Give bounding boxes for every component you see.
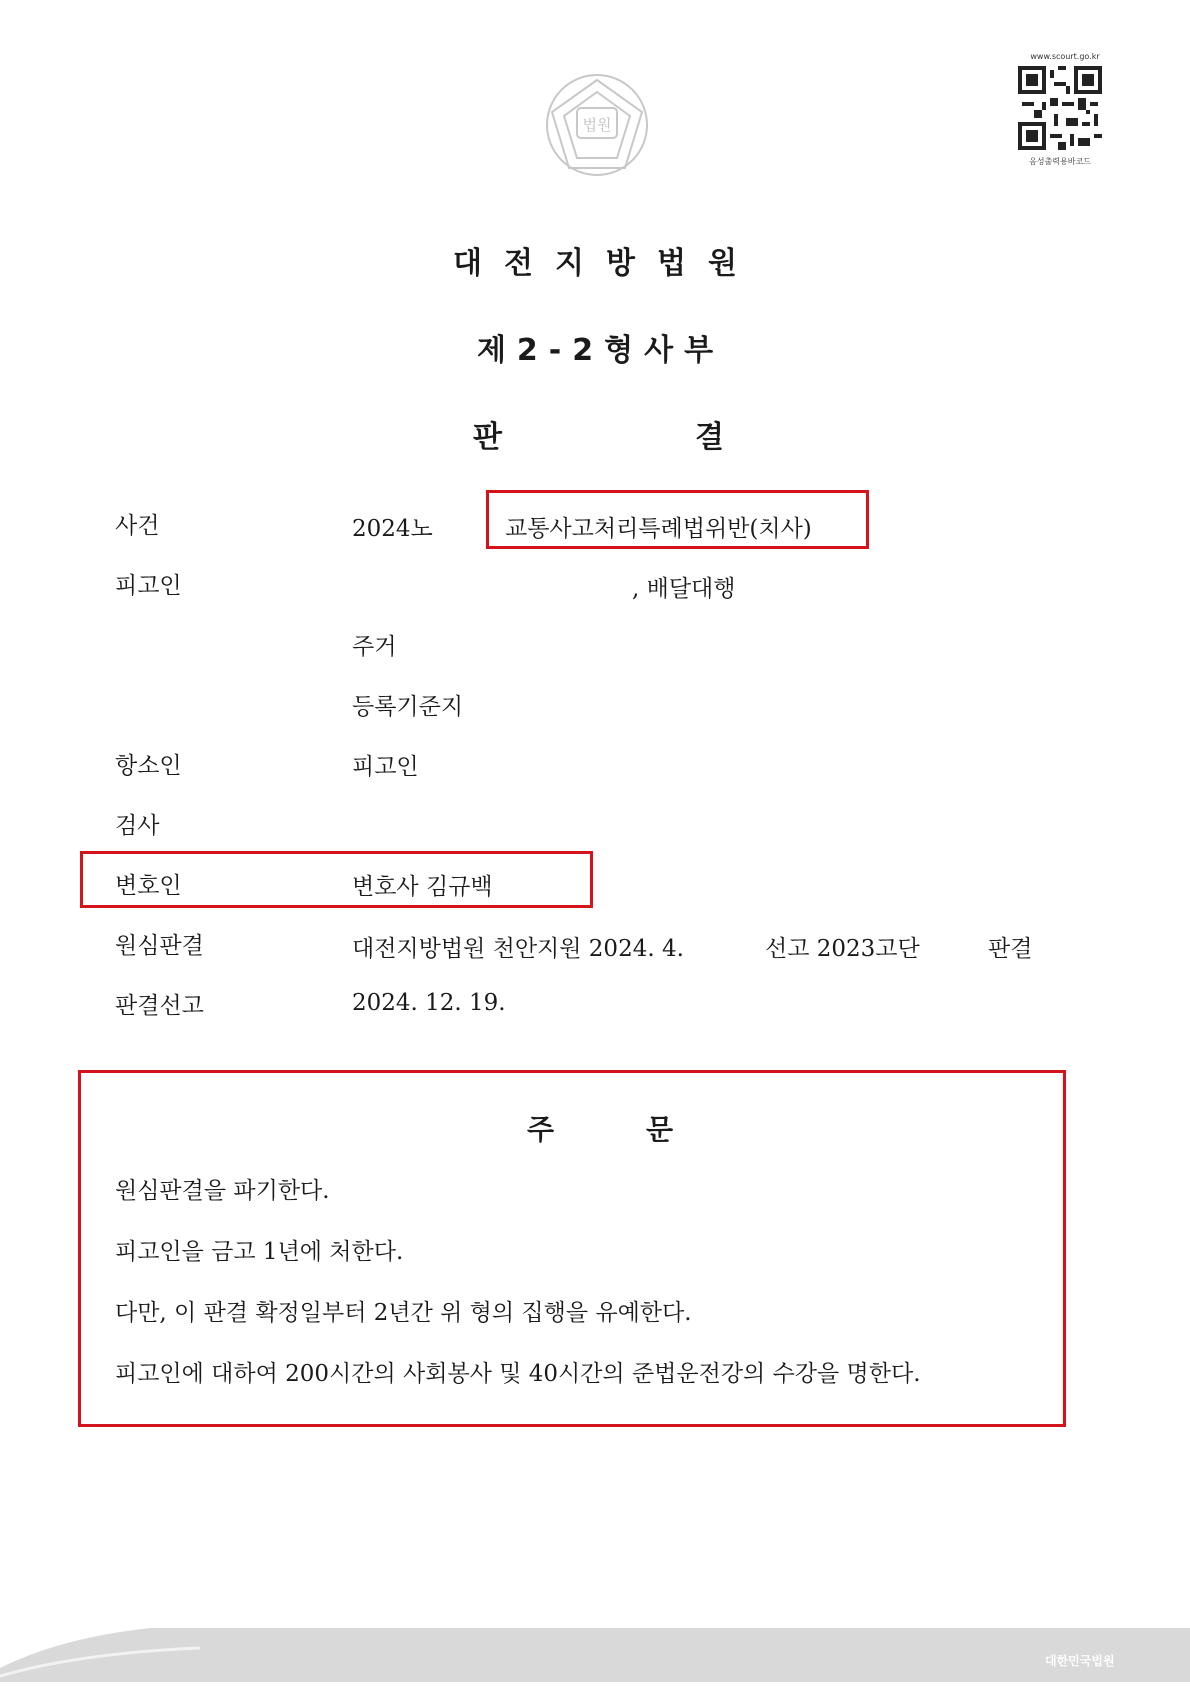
order-line-3: 다만, 이 판결 확정일부터 2년간 위 형의 집행을 유예한다. (115, 1300, 692, 1326)
case-label: 사건 (115, 513, 160, 539)
order-line-1: 원심판결을 파기한다. (115, 1178, 330, 1204)
footer-text: 대한민국법원 (1045, 1654, 1115, 1668)
document-title-left: 판 (473, 420, 502, 455)
qr-code-icon (1018, 66, 1102, 150)
defendant-occupation: , 배달대행 (632, 576, 736, 602)
emblem-text: 법원 (582, 116, 612, 134)
order-line-4: 피고인에 대하여 200시간의 사회봉사 및 40시간의 준법운전강의 수강을 명한다. (115, 1361, 921, 1387)
division-name: 제2-2형사부 (476, 333, 725, 368)
court-name: 대전지방법원 (453, 246, 759, 281)
original-judgment-court: 대전지방법원 천안지원 2024. 4. (352, 936, 684, 962)
counsel-value: 변호사 김규백 (352, 874, 493, 900)
qr-url: www.scourt.go.kr (1030, 52, 1100, 61)
footer-band (0, 1618, 1190, 1682)
prosecutor-label: 검사 (115, 813, 160, 839)
original-judgment-suffix: 판결 (988, 936, 1033, 962)
order-line-2: 피고인을 금고 1년에 처한다. (115, 1239, 404, 1265)
case-charge: 교통사고처리특례법위반(치사) (505, 516, 812, 542)
order-title-left: 주 (527, 1113, 555, 1146)
appellant-label: 항소인 (115, 753, 182, 779)
court-emblem (540, 70, 655, 185)
case-number: 2024노 (352, 516, 433, 542)
document-title-right: 결 (695, 420, 724, 455)
qr-caption: 음성출력용바코드 (1029, 157, 1091, 166)
defendant-domicile: 등록기준지 (352, 694, 464, 720)
original-judgment-label: 원심판결 (115, 933, 204, 959)
defendant-label: 피고인 (115, 573, 182, 599)
order-title-right: 문 (646, 1113, 674, 1146)
original-judgment-sentence: 선고 2023고단 (765, 936, 920, 962)
pronouncement-date: 2024. 12. 19. (352, 990, 506, 1016)
appellant-value: 피고인 (352, 754, 419, 780)
defendant-residence: 주거 (352, 634, 397, 660)
pronouncement-label: 판결선고 (115, 993, 204, 1019)
counsel-label: 변호인 (115, 873, 182, 899)
